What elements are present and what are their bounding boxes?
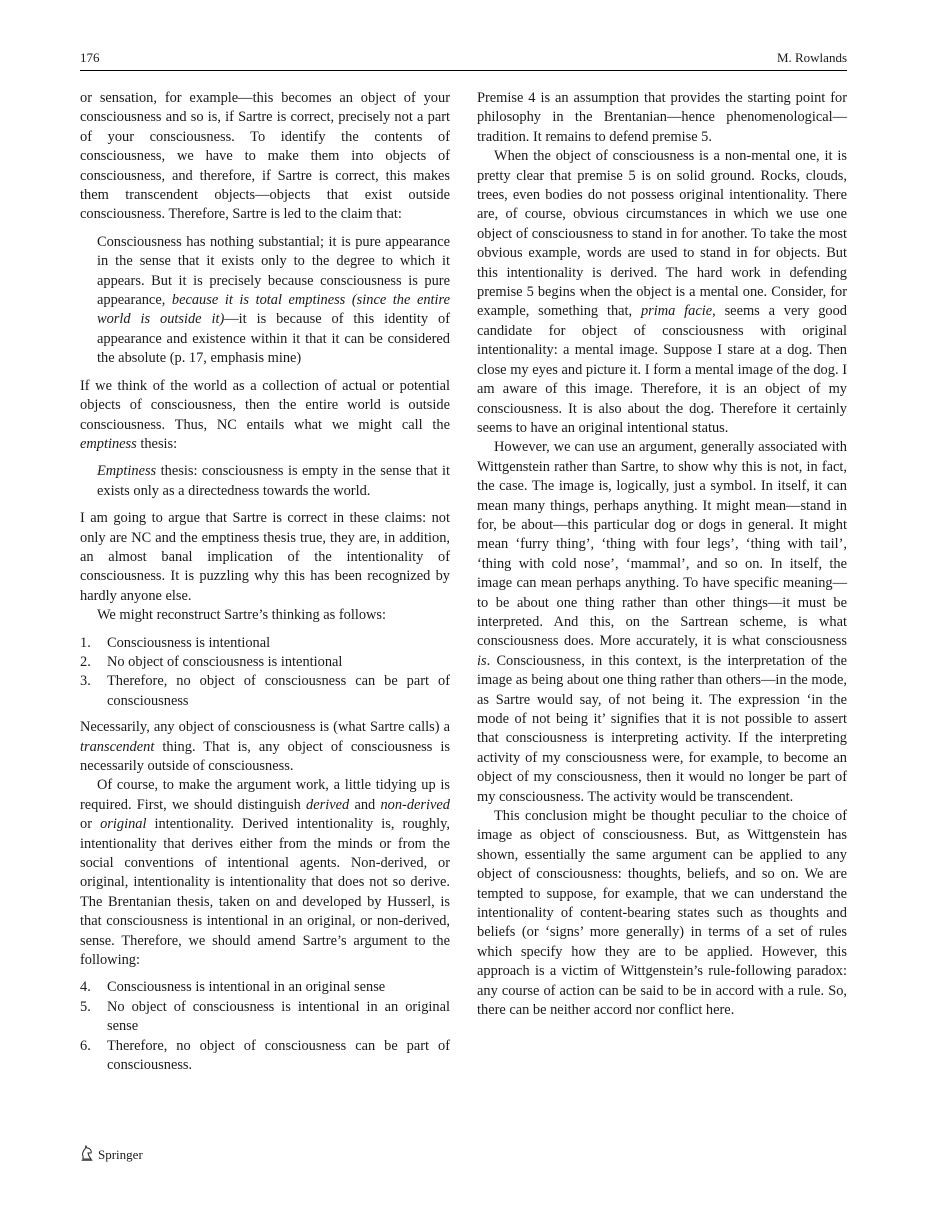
thesis-statement — [97, 462, 450, 501]
paragraph: We might reconstruct Sartre’s thinking as follows: — [97, 607, 386, 624]
list-number: 1. — [80, 634, 91, 651]
list-number: 3. — [80, 673, 91, 690]
paragraph: This conclusion might be thought peculiar to the choice of image as object of consciousness. But, as Wittgenstein has shown, essentially the same argument can be applied to any object of consciousness: thoughts, beliefs, and so on. We are tempted to suppose, for example, that we can understand the intentionality of content-bearing states such as thoughts and beliefs (or ‘signs’ more generally) in terms of a set of rules which specify how they are to be applied. However, this approach is a victim of Wittgenstein’s rule-following paradox: any course of action can be said to be in accord with a rule. So, there can be neither accord nor conflict here. — [477, 808, 847, 1019]
text: When the object of consciousness is a non-mental one, it is pretty clear that premise 5 is on solid ground. Rocks, clouds, trees, even bodies do not possess original intentionality. There are, of course, obvious circumstances in which we use one object of consciousness to stand in for another. To take the most obvious example, words are used to stand in for objects. But this intentionality is derived. The hard work in defending premise 5 begins when the object is a mental one. Consider, for example, something that, — [477, 148, 847, 320]
quote-text: —it is because of this identity of appearance and existence within it that it can be considered the absolute (p. 17, emphasis mine) — [97, 311, 450, 367]
list-text: Consciousness is intentional — [107, 634, 271, 651]
text: If we think of the world as a collection of actual or potential objects of consciousness, then the entire world is outside consciousness. Thus, NC entails what we might call the — [80, 377, 450, 433]
list-text: Therefore, no object of consciousness can be part of consciousness. — [107, 1037, 450, 1074]
emphasis: transcendent — [80, 738, 155, 755]
emphasis: is — [477, 652, 487, 669]
argument-list — [80, 634, 450, 712]
publisher-name: Springer — [98, 1147, 143, 1162]
page-number: 176 — [80, 50, 100, 65]
list-item — [80, 998, 450, 1037]
left-column — [80, 89, 450, 1083]
list-number: 2. — [80, 653, 91, 670]
list-number: 6. — [80, 1037, 91, 1054]
paragraph — [477, 438, 847, 807]
right-column — [477, 89, 847, 1021]
list-number: 4. — [80, 979, 91, 996]
text: . Consciousness, in this context, is the interpretation of the image as being about one thing rather than others—in the mode, as Sartre would say, of not being it. The expression ‘in the mode of not being it’ signifies that it is not possible to assert that consciousness is interpreting activity. If the interpreting activity of my consciousness were, for example, to become an object of my consciousness, then it would no longer be part of my consciousness. The activity would be transcendent. — [477, 652, 847, 805]
emphasis: original — [100, 816, 147, 833]
list-item — [80, 634, 450, 653]
springer-knight-icon — [80, 1145, 94, 1165]
list-number: 5. — [80, 998, 91, 1015]
list-item — [80, 978, 450, 997]
running-header — [80, 50, 847, 70]
emphasis: derived — [306, 796, 350, 813]
emphasis: prima facie — [640, 303, 713, 320]
paragraph: Premise 4 is an assumption that provides the starting point for philosophy in the Brentanian—hence phenomenological—tradition. It remains to defend premise 5. — [477, 90, 847, 145]
paragraph — [477, 147, 847, 438]
block-quote — [97, 233, 450, 369]
list-item — [80, 672, 450, 711]
running-author: M. Rowlands — [776, 50, 847, 65]
quote-text: Consciousness has nothing substantial; it is pure appearance in the sense that it exists only to the degree to which it appears. But it is precisely because consciousness is pure appearance, — [97, 233, 450, 309]
paragraph: or sensation, for example—this becomes an object of your consciousness and so is, if Sartre is correct, precisely not a part of your consciousness. To identify the contents of consciousness, we have to make them into objects of consciousness, and therefore, if Sartre is correct, this makes them transcendent objects—objects that exist outside consciousness. Therefore, Sartre is led to the claim that: — [80, 90, 450, 223]
argument-list — [80, 978, 450, 1075]
emphasis: Emptiness — [97, 463, 157, 480]
paragraph — [80, 377, 450, 455]
text: Necessarily, any object of consciousness is (what Sartre calls) a — [80, 719, 450, 736]
list-item — [80, 1037, 450, 1076]
text: , seems a very good candidate for object of consciousness with original intentionality: a mental image. Suppose I stare at a dog. Then close my eyes and picture it. I form a mental image of the dog. I am aware of this image. Therefore, it is an object of my consciousness. It is also about the dog. Therefore it certainly seems to have an original intentional status. — [477, 303, 847, 436]
text: Of course, to make the argument work, a little tidying up is required. First, we should distinguish — [80, 777, 450, 813]
header-rule — [80, 70, 847, 71]
emphasis: emptiness — [80, 435, 137, 452]
list-text: No object of consciousness is intentional — [107, 653, 343, 670]
publisher-footer — [80, 1145, 143, 1165]
text: intentionality. Derived intentionality is, roughly, intentionality that derives either from the minds or from the social conventions of intentional agents. Non-derived, or original, intentionality is intentionality that does not so derive. The Brentanian thesis, taken on and developed by Husserl, is that consciousness is intentional in an original, or non-derived, sense. Therefore, we should amend Sartre’s argument to the following: — [80, 816, 450, 969]
paragraph — [80, 718, 450, 776]
quote-emphasis: because it is total emptiness (since the entire world is outside it) — [97, 292, 450, 328]
paragraph — [80, 776, 450, 970]
text: thing. That is, any object of consciousness is necessarily outside of consciousness. — [80, 738, 450, 774]
list-text: Therefore, no object of consciousness can be part of consciousness — [107, 673, 450, 709]
text: and — [349, 796, 381, 813]
list-item — [80, 653, 450, 672]
list-text: Consciousness is intentional in an original sense — [107, 979, 386, 996]
list-text: No object of consciousness is intentional in an original sense — [107, 998, 450, 1035]
text: However, we can use an argument, generally associated with Wittgenstein rather than Sartre, to show why this is not, in fact, the case. The image is, logically, just a symbol. In itself, it can mean many things, perhaps anything. It might mean—stand in for, be about—this particular dog or dogs in general. It might mean ‘furry thing’, ‘thing with four legs’, ‘thing with tail’, ‘thing with cold nose’, ‘mammal’, and so on. In itself, the image can mean perhaps anything. To have specific meaning—to be about one thing rather than other things—it must be interpreted. And this, on the Sartrean scheme, is what consciousness does. More accurately, it is what consciousness — [477, 439, 847, 650]
text: or — [80, 816, 101, 833]
text: thesis: consciousness is empty in the sense that it exists only as a directedness towards the world. — [97, 463, 450, 499]
emphasis: non-derived — [380, 796, 450, 813]
text: thesis: — [136, 435, 178, 452]
paragraph: I am going to argue that Sartre is correct in these claims: not only are NC and the emptiness thesis true, they are, in addition, an almost banal implication of the intentionality of consciousness. It is puzzling why this has been recognized by hardly anyone else. — [80, 510, 450, 604]
